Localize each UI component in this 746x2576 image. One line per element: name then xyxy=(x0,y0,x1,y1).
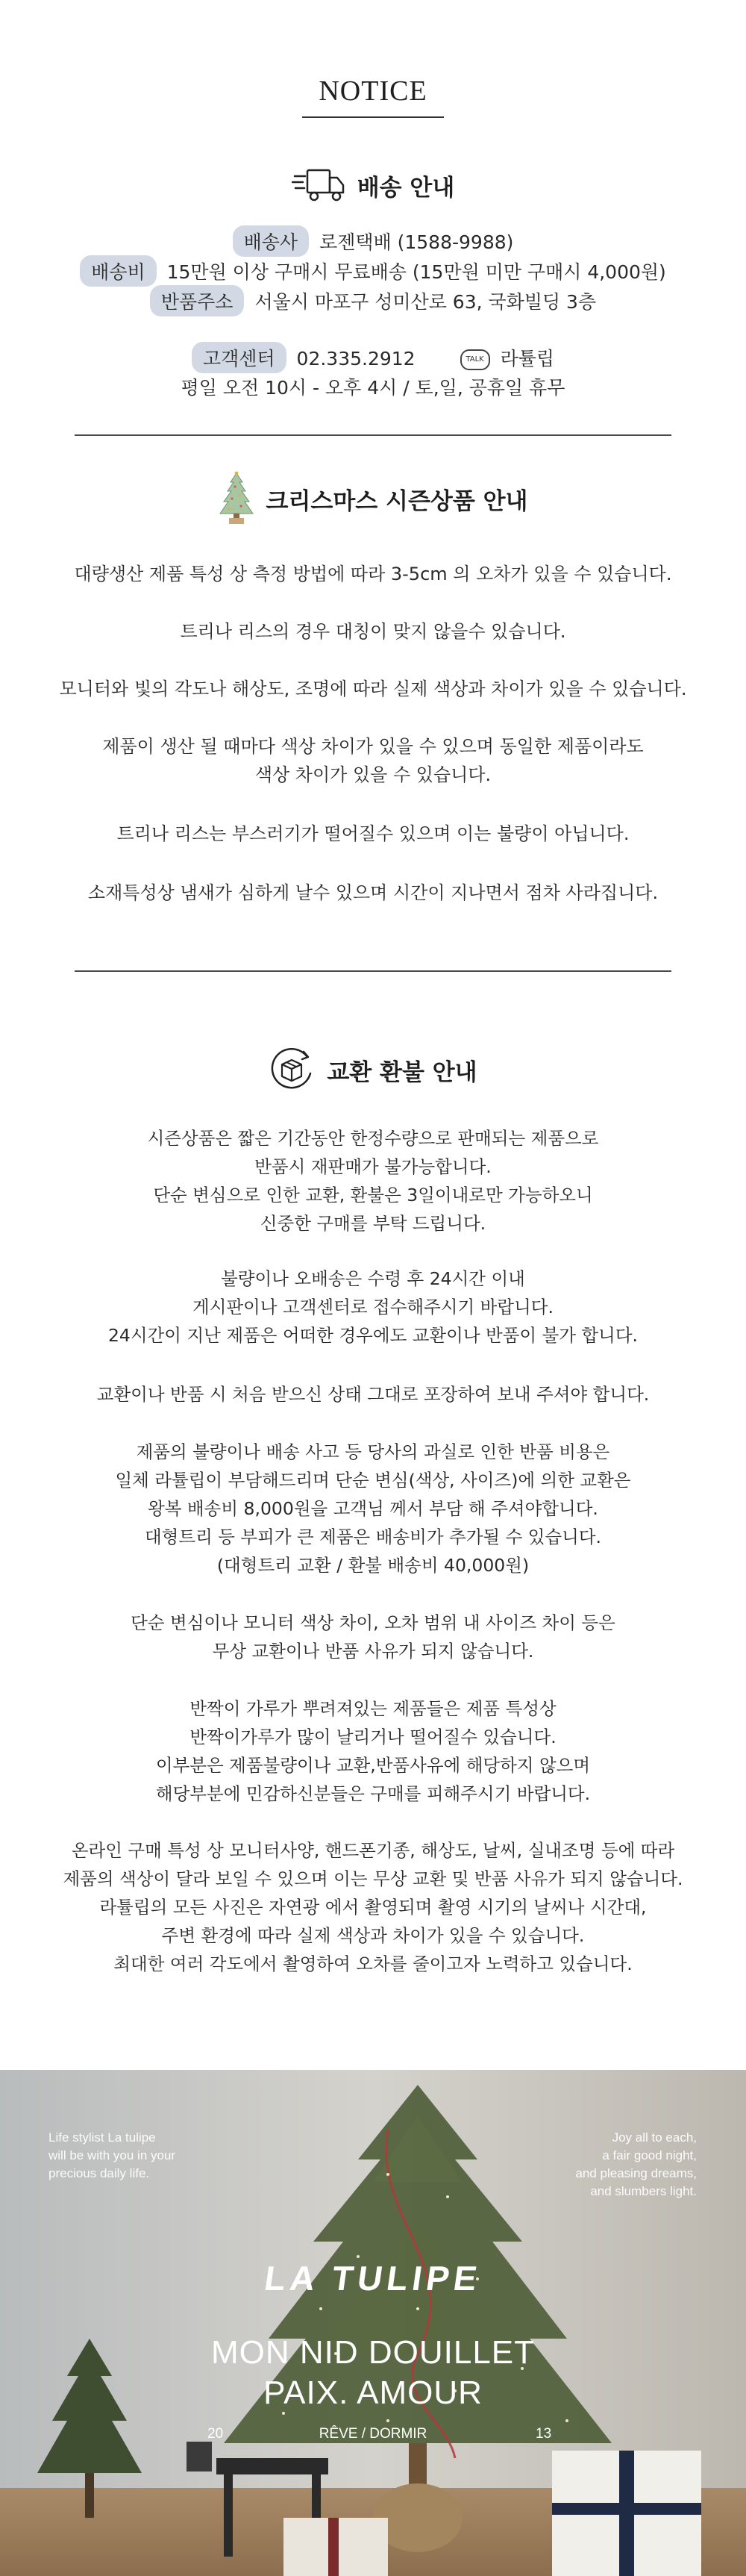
customer-center-row xyxy=(0,342,746,373)
christmas-line: 소재특성상 냄새가 심하게 날수 있으며 시간이 지나면서 점차 사라집니다. xyxy=(87,882,659,903)
banner-left-text xyxy=(48,2129,175,2183)
refund-paragraph xyxy=(30,1264,716,1350)
christmas-title: 크리스마스 시즌상품 안내 xyxy=(266,487,528,515)
shipping-row-return-address xyxy=(0,285,746,316)
carrier-value: 로젠택배 (1588-9988) xyxy=(319,231,514,253)
refund-line: 24시간이 지난 제품은 어떠한 경우에도 교환이나 반품이 불가 합니다. xyxy=(107,1325,639,1346)
refund-line: 반짝이가루가 많이 날리거나 떨어질수 있습니다. xyxy=(189,1727,557,1747)
refund-line: 대형트리 등 부피가 큰 제품은 배송비가 추가될 수 있습니다. xyxy=(144,1526,602,1547)
section-divider xyxy=(75,970,671,972)
banner-right-line: and pleasing dreams, xyxy=(575,2166,697,2180)
notice-title-underline xyxy=(302,116,444,118)
banner-right-text xyxy=(575,2129,697,2201)
refund-line: 반품시 재판매가 불가능합니다. xyxy=(254,1156,492,1177)
christmas-line: 대량생산 제품 특성 상 측정 방법에 따라 3-5cm 의 오차가 있을 수 있습니다. xyxy=(74,564,672,584)
banner-footer-mid: RÊVE / DORMIR xyxy=(319,2426,427,2442)
christmas-line: 색상 차이가 있을 수 있습니다. xyxy=(254,764,492,785)
return-address-value: 서울시 마포구 성미산로 63, 국화빌딩 3층 xyxy=(254,291,597,313)
banner-footer-left: 20 xyxy=(207,2426,224,2442)
refund-line: 제품의 불량이나 배송 사고 등 당사의 과실로 인한 반품 비용은 xyxy=(136,1441,610,1462)
shipping-heading xyxy=(0,166,746,208)
shipping-title: 배송 안내 xyxy=(357,174,455,202)
refund-paragraph xyxy=(30,1694,716,1808)
christmas-paragraph xyxy=(30,732,716,789)
kakao-talk-icon[interactable]: TALK xyxy=(460,349,490,370)
fee-label: 배송비 xyxy=(80,255,156,287)
talk-channel-name[interactable]: 라튤립 xyxy=(500,348,555,369)
headline-line: PAIX. AMOUR xyxy=(263,2374,483,2411)
refund-line: 온라인 구매 특성 상 모니터사양, 핸드폰기종, 해상도, 날씨, 실내조명 등에 따라 xyxy=(71,1840,675,1861)
refund-line: 해당부분에 민감하신분들은 구매를 피해주시기 바랍니다. xyxy=(155,1783,591,1804)
refund-line: 최대한 여러 각도에서 촬영하여 오차를 줄이고자 노력하고 있습니다. xyxy=(113,1953,633,1974)
refund-line: 일체 라튤립이 부담해드리며 단순 변심(색상, 사이즈)에 의한 교환은 xyxy=(115,1470,631,1491)
refund-line: 제품의 색상이 달라 보일 수 있으며 이는 무상 교환 및 반품 사유가 되지 않습니다. xyxy=(63,1868,683,1889)
banner-right-line: and slumbers light. xyxy=(590,2184,697,2198)
christmas-paragraph xyxy=(30,820,716,848)
refund-line: 게시판이나 고객센터로 접수해주시기 바랍니다. xyxy=(192,1297,554,1317)
refund-paragraph xyxy=(30,1836,716,1978)
refund-paragraph xyxy=(30,1438,716,1579)
christmas-paragraph xyxy=(30,879,716,907)
box-return-icon xyxy=(269,1047,315,1093)
christmas-line: 제품이 생산 될 때마다 색상 차이가 있을 수 있으며 동일한 제품이라도 xyxy=(102,736,644,757)
banner-left-line: will be with you in your xyxy=(48,2148,176,2162)
cs-phone[interactable]: 02.335.2912 xyxy=(296,348,416,369)
refund-paragraph xyxy=(30,1609,716,1665)
christmas-paragraph xyxy=(30,560,716,588)
business-hours: 평일 오전 10시 - 오후 4시 / 토,일, 공휴일 휴무 xyxy=(181,377,565,399)
banner-right-line: a fair good night, xyxy=(602,2148,697,2162)
refund-line: 무상 교환이나 반품 사유가 되지 않습니다. xyxy=(212,1641,534,1662)
christmas-paragraph xyxy=(30,617,716,646)
banner-left-line: precious daily life. xyxy=(48,2166,150,2180)
refund-line: 불량이나 오배송은 수령 후 24시간 이내 xyxy=(221,1268,525,1289)
christmas-heading xyxy=(0,470,746,530)
headline-line: MON NID DOUILLET xyxy=(210,2334,536,2371)
refund-line: (대형트리 교환 / 환불 배송비 40,000원) xyxy=(216,1555,530,1576)
refund-line: 단순 변심이나 모니터 색상 차이, 오차 범위 내 사이즈 차이 등은 xyxy=(131,1612,615,1633)
banner-left-line: Life stylist La tulipe xyxy=(48,2130,156,2145)
fee-value: 15만원 이상 구매시 무료배송 (15만원 미만 구매시 4,000원) xyxy=(166,261,666,283)
refund-title: 교환 환불 안내 xyxy=(327,1058,477,1086)
banner-footer-right: 13 xyxy=(536,2426,552,2442)
banner-right-line: Joy all to each, xyxy=(612,2130,697,2145)
refund-line: 신중한 구매를 부탁 드립니다. xyxy=(260,1213,486,1234)
brand-logo: LA TULIPE xyxy=(262,2259,484,2298)
refund-line: 시즌상품은 짧은 기간동안 한정수량으로 판매되는 제품으로 xyxy=(147,1128,599,1149)
christmas-line: 트리나 리스는 부스러기가 떨어질수 있으며 이는 불량이 아닙니다. xyxy=(116,823,630,844)
refund-line: 라튤립의 모든 사진은 자연광 에서 촬영되며 촬영 시기의 날씨나 시간대, xyxy=(99,1897,647,1918)
notice-title: NOTICE xyxy=(319,75,427,107)
carrier-label: 배송사 xyxy=(233,225,309,257)
refund-line: 왕복 배송비 8,000원을 고객님 께서 부담 해 주셔야합니다. xyxy=(148,1498,598,1519)
return-address-label: 반품주소 xyxy=(150,285,245,316)
refund-line: 반짝이 가루가 뿌려져있는 제품들은 제품 특성상 xyxy=(189,1698,557,1719)
section-divider xyxy=(75,434,671,436)
refund-paragraph xyxy=(30,1380,716,1409)
banner-headline xyxy=(0,2333,746,2413)
refund-line: 교환이나 반품 시 처음 받으신 상태 그대로 포장하여 보내 주셔야 합니다. xyxy=(96,1384,650,1405)
refund-line: 주변 환경에 따라 실제 색상과 차이가 있을 수 있습니다. xyxy=(161,1925,585,1946)
refund-paragraph xyxy=(30,1124,716,1238)
refund-line: 이부분은 제품불량이나 교환,반품사유에 해당하지 않으며 xyxy=(155,1755,591,1776)
delivery-truck-icon xyxy=(292,166,345,205)
christmas-line: 트리나 리스의 경우 대칭이 맞지 않을수 있습니다. xyxy=(180,621,566,642)
christmas-tree-icon xyxy=(219,470,254,527)
refund-heading xyxy=(0,1047,746,1096)
christmas-line: 모니터와 빛의 각도나 해상도, 조명에 따라 실제 색상과 차이가 있을 수 있습니다. xyxy=(59,679,687,699)
shipping-row-fee xyxy=(0,255,746,287)
christmas-paragraph xyxy=(30,675,716,703)
cs-label: 고객센터 xyxy=(192,342,286,373)
refund-line: 단순 변심으로 인한 교환, 환불은 3일이내로만 가능하오니 xyxy=(153,1185,593,1206)
shipping-row-carrier xyxy=(0,225,746,257)
